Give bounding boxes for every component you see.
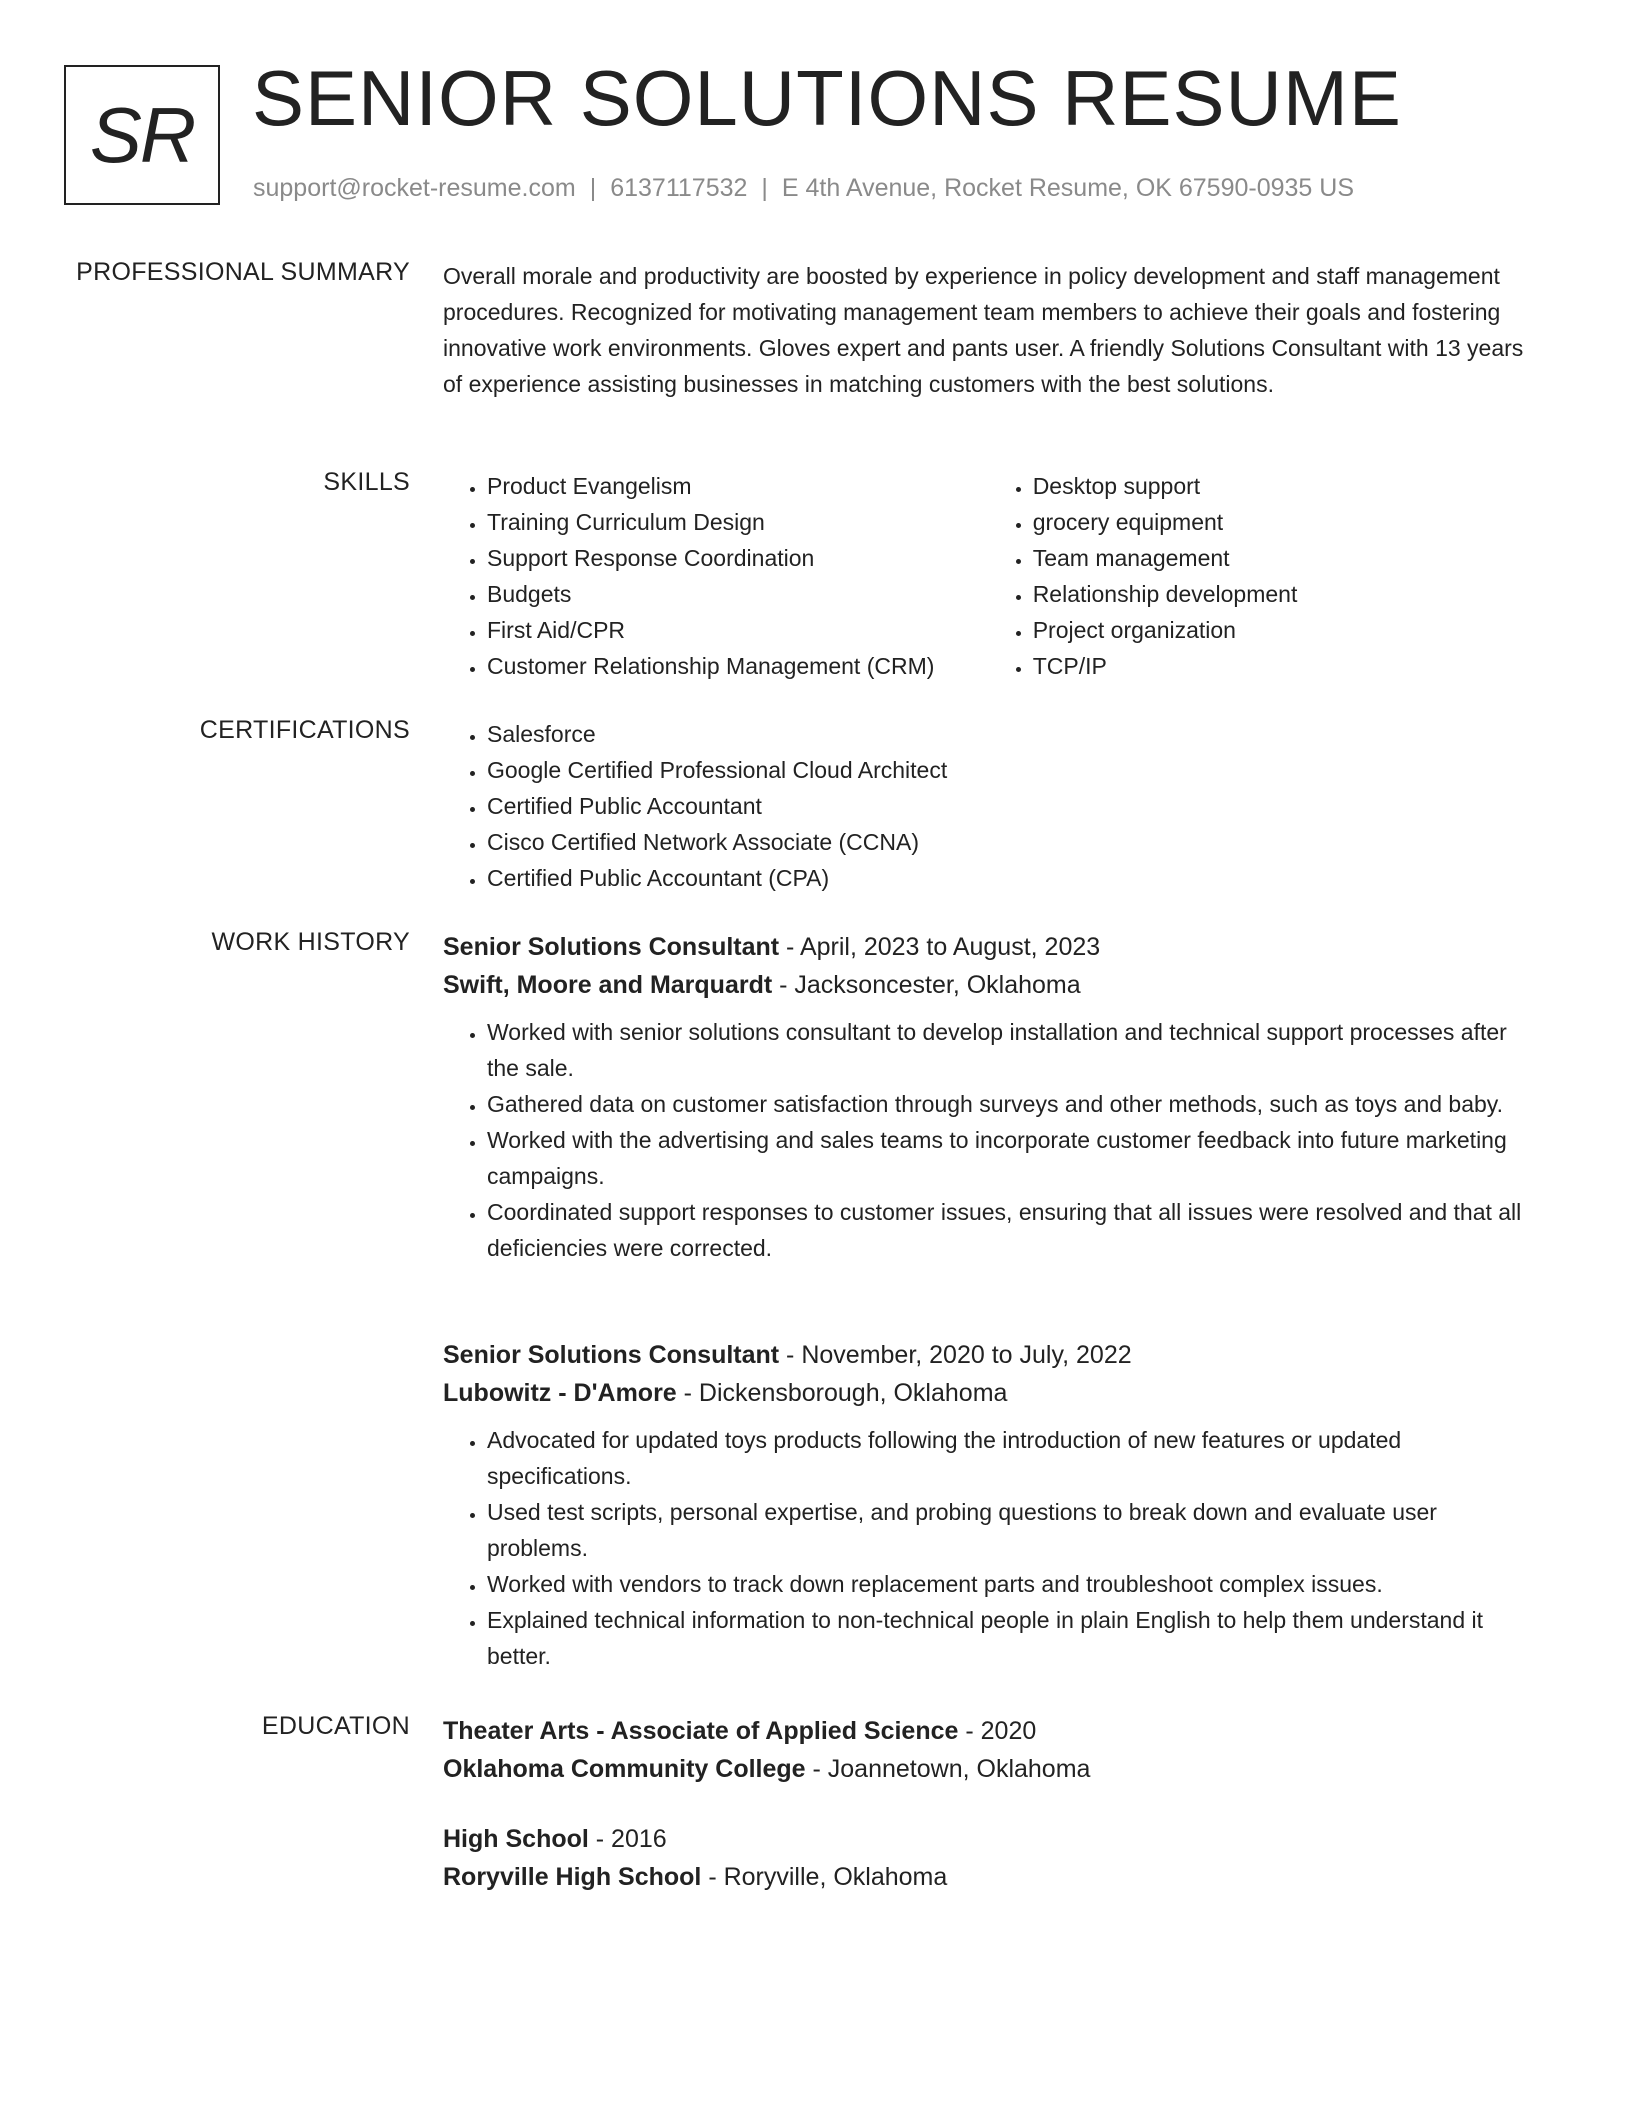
contact-address: E 4th Avenue, Rocket Resume, OK 67590-0935 US <box>781 174 1355 202</box>
job-entry <box>443 1336 1543 1674</box>
education-location: - Roryville, Oklahoma <box>701 1863 948 1891</box>
skills-columns <box>443 468 1543 684</box>
certification-item: • Certified Public Accountant (CPA) <box>487 860 1543 896</box>
summary-text: Overall morale and productivity are boosted by experience in policy development and staff management procedures. Recognized for motivating management team members to achieve their goals and fostering innovative work environments. Gloves expert and pants user. A friendly Solutions Consultant with 13 years of experience assisting businesses in matching customers with the best solutions. <box>443 263 1524 397</box>
contact-line <box>253 174 1354 203</box>
skill-item: • Support Response Coordination <box>487 540 978 576</box>
section-label-certifications: CERTIFICATIONS <box>199 716 410 744</box>
skill-item: • Team management <box>1033 540 1543 576</box>
education-location: - Joannetown, Oklahoma <box>805 1755 1091 1783</box>
certification-item: • Salesforce <box>487 716 1543 752</box>
certification-item: • Cisco Certified Network Associate (CCNA) <box>487 824 1543 860</box>
job-bullet: • Explained technical information to non-technical people in plain English to help them understand it better. <box>487 1602 1543 1674</box>
education-school: Roryville High School <box>443 1863 702 1891</box>
education-degree-line <box>443 1820 1543 1858</box>
education-school-line <box>443 1858 1543 1896</box>
job-bullet: • Advocated for updated toys products following the introduction of new features or updated specifications. <box>487 1422 1543 1494</box>
education-entry <box>443 1820 1543 1896</box>
skill-item: • Budgets <box>487 576 978 612</box>
job-company-line <box>443 1374 1543 1412</box>
job-title: Senior Solutions Consultant <box>443 1341 780 1369</box>
skill-item: • Training Curriculum Design <box>487 504 978 540</box>
contact-separator: | <box>589 174 597 202</box>
skill-item: • Relationship development <box>1033 576 1543 612</box>
job-dates: - April, 2023 to August, 2023 <box>779 933 1101 961</box>
contact-phone[interactable]: 6137117532 <box>610 174 748 202</box>
job-bullet: • Gathered data on customer satisfaction through surveys and other methods, such as toys and baby. <box>487 1086 1543 1122</box>
education-degree: Theater Arts - Associate of Applied Science <box>443 1717 959 1745</box>
education-entry <box>443 1712 1543 1788</box>
education-degree: High School <box>443 1825 589 1853</box>
skill-item: • TCP/IP <box>1033 648 1543 684</box>
skill-item: • Project organization <box>1033 612 1543 648</box>
job-title-line <box>443 928 1543 966</box>
education-year: - 2020 <box>958 1717 1037 1745</box>
section-label-education: EDUCATION <box>261 1712 410 1740</box>
skill-item: • First Aid/CPR <box>487 612 978 648</box>
skill-item: • grocery equipment <box>1033 504 1543 540</box>
certification-item: • Google Certified Professional Cloud Architect <box>487 752 1543 788</box>
job-bullet: • Worked with vendors to track down replacement parts and troubleshoot complex issues. <box>487 1566 1543 1602</box>
job-location: - Dickensborough, Oklahoma <box>676 1379 1008 1407</box>
job-bullet: • Used test scripts, personal expertise, and probing questions to break down and evaluate user problems. <box>487 1494 1543 1566</box>
education-school: Oklahoma Community College <box>443 1755 806 1783</box>
job-company: Lubowitz - D'Amore <box>443 1379 677 1407</box>
skill-item: • Product Evangelism <box>487 468 978 504</box>
job-bullets <box>443 1014 1543 1266</box>
job-title-line <box>443 1336 1543 1374</box>
education-year: - 2016 <box>588 1825 667 1853</box>
job-dates: - November, 2020 to July, 2022 <box>779 1341 1132 1369</box>
contact-separator: | <box>761 174 768 202</box>
job-location: - Jacksoncester, Oklahoma <box>772 971 1081 999</box>
job-bullet: • Worked with senior solutions consultant to develop installation and technical support processes after the sale. <box>487 1014 1543 1086</box>
skills-list-2 <box>978 468 1543 684</box>
job-company: Swift, Moore and Marquardt <box>443 971 773 999</box>
education-degree-line <box>443 1712 1543 1750</box>
resume-title: SENIOR SOLUTIONS RESUME <box>252 54 1402 142</box>
skill-item: • Customer Relationship Management (CRM) <box>487 648 978 684</box>
job-company-line <box>443 966 1543 1004</box>
skills-list-1 <box>443 468 978 684</box>
job-bullets <box>443 1422 1543 1674</box>
section-label-skills: SKILLS <box>323 468 410 496</box>
contact-email[interactable]: support@rocket-resume.com <box>253 174 576 202</box>
job-bullet: • Coordinated support responses to customer issues, ensuring that all issues were resolved and that all deficiencies were corrected. <box>487 1194 1543 1266</box>
education-school-line <box>443 1750 1543 1788</box>
certifications-list <box>443 716 1543 896</box>
monogram: SR <box>64 65 220 205</box>
certification-item: • Certified Public Accountant <box>487 788 1543 824</box>
job-entry <box>443 928 1543 1266</box>
section-label-work-history: WORK HISTORY <box>211 928 410 956</box>
job-bullet: • Worked with the advertising and sales teams to incorporate customer feedback into future marketing campaigns. <box>487 1122 1543 1194</box>
section-label-summary: PROFESSIONAL SUMMARY <box>76 258 410 286</box>
job-title: Senior Solutions Consultant <box>443 933 780 961</box>
skill-item: • Desktop support <box>1033 468 1543 504</box>
